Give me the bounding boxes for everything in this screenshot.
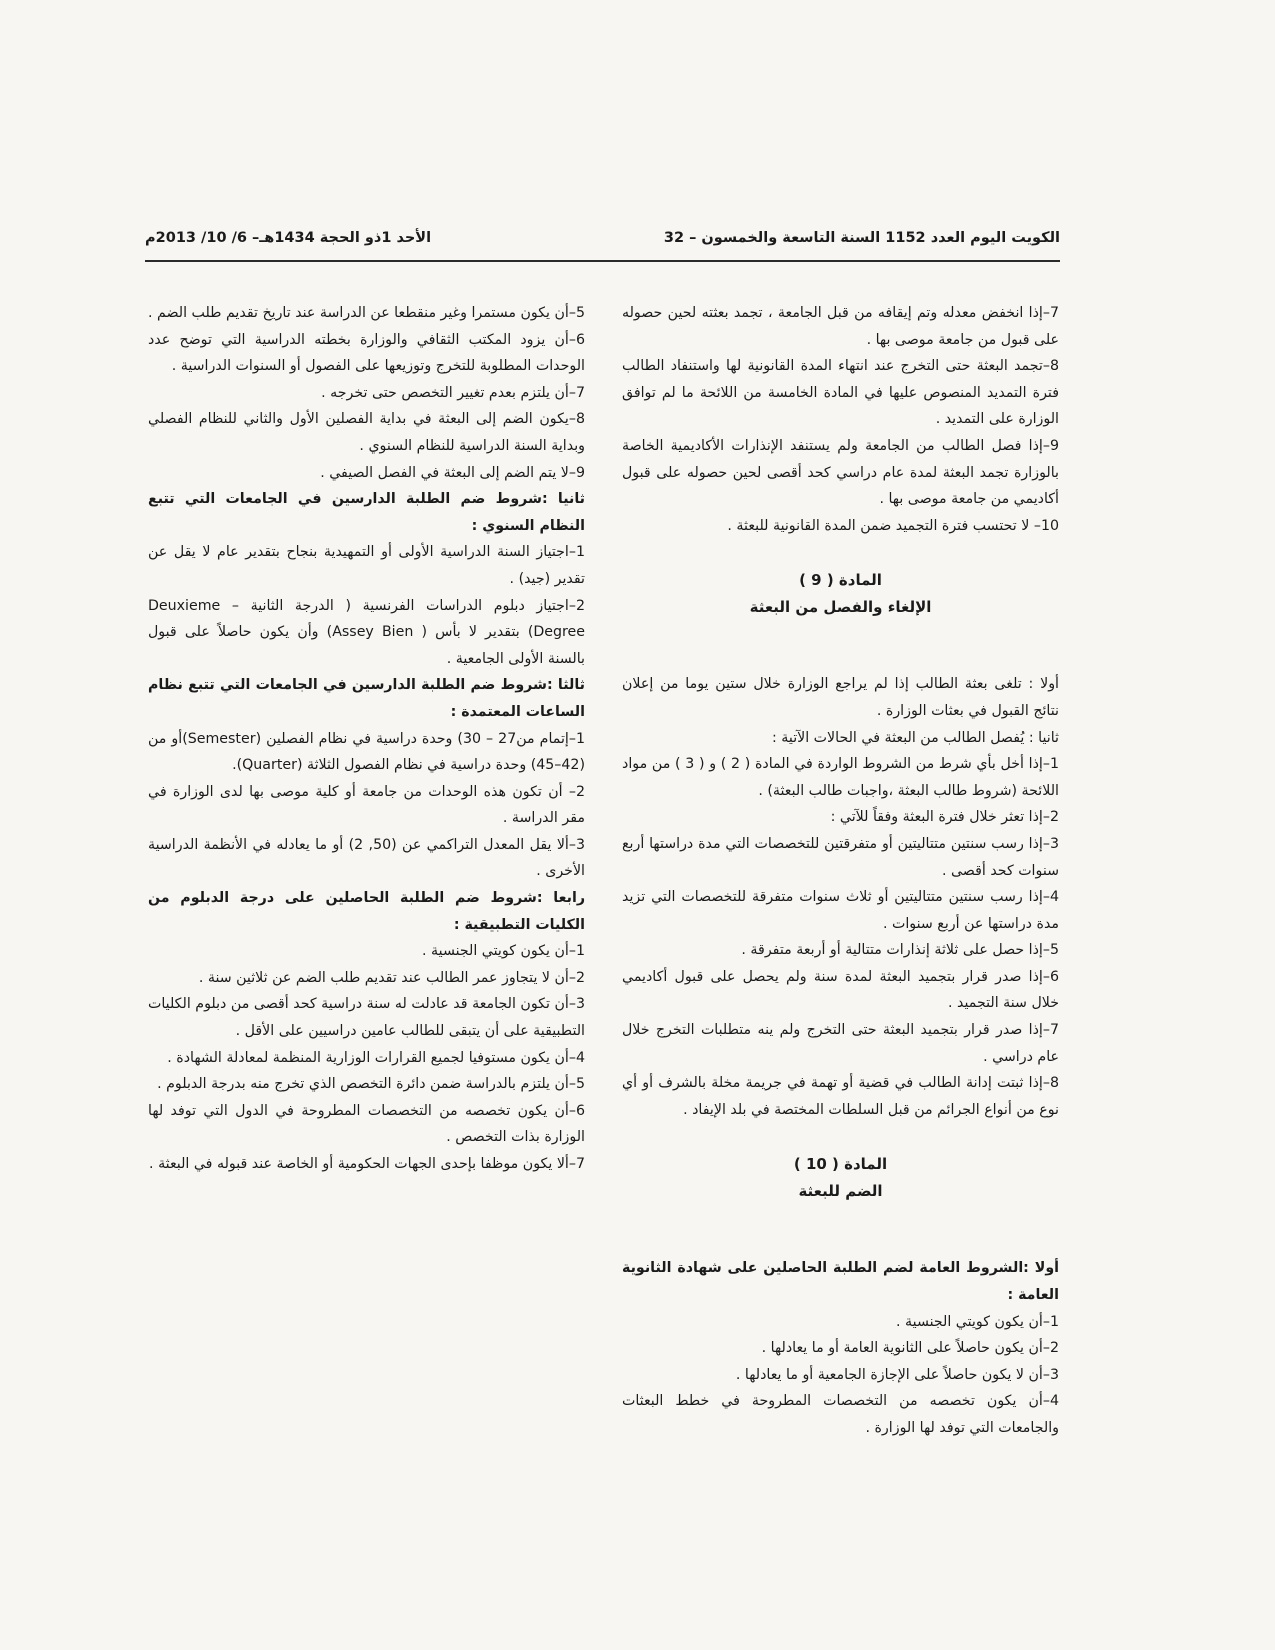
left-column [148,300,585,1178]
list-item: 6–إذا صدر قرار بتجميد البعثة لمدة سنة ولم يحصل على قبول أكاديمي خلال سنة التجميد . [622,968,1059,1012]
article-9-second: ثانيا : يُفصل الطالب من البعثة في الحالات الآتية : [772,729,1059,746]
list-item: 9–إذا فصل الطالب من الجامعة ولم يستنفد الإنذارات الأكاديمية الخاصة بالوزارة تجمد البعثة لمدة عام دراسي كحد أقصى لحين حصوله على قبول أكاديمي من جامعة موصى بها . [622,437,1059,508]
list-item: 4–أن يكون مستوفيا لجميع القرارات الوزارية المنظمة لمعادلة الشهادة . [167,1049,585,1066]
list-item: 2–أن يكون حاصلاً على الثانوية العامة أو ما يعادلها . [761,1340,1059,1357]
article-10-section-head: أولا :الشروط العامة لضم الطلبة الحاصلين على شهادة الثانوية العامة : [622,1260,1059,1304]
section-4-head: رابعا :شروط ضم الطلبة الحاصلين على درجة الدبلوم من الكليات التطبيقية : [148,890,585,933]
page-header [145,230,1060,256]
spacer [622,621,1059,671]
list-item: 5–إذا حصل على ثلاثة إنذارات متتالية أو أربعة متفرقة . [741,942,1059,959]
right-column [622,300,1059,1442]
article-9-number: المادة ( 9 ) [799,571,882,590]
spacer [622,1205,1059,1255]
article-10-title: الضم للبعثة [798,1182,883,1201]
article-9-first: أولا : تلغى بعثة الطالب إذا لم يراجع الوزارة خلال ستين يوما من إعلان نتائج القبول في بعثات الوزارة . [622,676,1059,719]
list-item: 2–إذا تعثر خلال فترة البعثة وفقاً للآتي : [830,809,1059,826]
header-rule [145,260,1060,262]
list-item: 7–إذا انخفض معدله وتم إيقافه من قبل الجامعة ، تجمد بعثته لحين حصوله على قبول من جامعة موصى بها . [622,305,1059,348]
article-9-title: الإلغاء والفصل من البعثة [749,598,932,617]
spacer [622,1123,1059,1151]
list-item: 1–إتمام من27 – 30) وحدة دراسية في نظام الفصلين (Semester)أو من (42–45) وحدة دراسية في نظام الفصول الثلاثة (Quarter). [148,730,585,774]
list-item: 6–أن يزود المكتب الثقافي والوزارة بخطته الدراسية التي توضح عدد الوحدات المطلوبة للتخرج وتوزيعها على الفصول أو السنوات الدراسية . [148,331,585,375]
list-item: 9–لا يتم الضم إلى البعثة في الفصل الصيفي . [320,464,585,481]
list-item: 3–أن تكون الجامعة قد عادلت له سنة دراسية كحد أقصى من دبلوم الكليات التطبيقية على أن يتبقى للطالب عامين دراسيين على الأقل . [148,996,585,1040]
list-item: 7–أن يلتزم بعدم تغيير التخصص حتى تخرجه . [321,384,585,401]
header-issue-info: الكويت اليوم العدد 1152 السنة التاسعة والخمسون – 32 [663,230,1060,246]
list-item: 1–أن يكون كويتي الجنسية . [896,1313,1059,1330]
list-item: 8–تجمد البعثة حتى التخرج عند انتهاء المدة القانونية لها واستنفاد الطالب فترة التمديد المنصوص عليها في المادة الخامسة من اللائحة ما لم توافق الوزارة على التمديد . [622,358,1059,428]
list-item: 4–أن يكون تخصصه من التخصصات المطروحة في خطط البعثات والجامعات التي توفد لها الوزارة . [622,1393,1059,1436]
list-item: 3–ألا يقل المعدل التراكمي عن (50, 2) أو ما يعادله في الأنظمة الدراسية الأخرى . [148,836,585,880]
list-item: 3–إذا رسب سنتين متتاليتين أو متفرقتين للتخصصات التي مدة دراستها أربع سنوات كحد أقصى . [622,835,1059,879]
list-item: 7–إذا صدر قرار بتجميد البعثة حتى التخرج ولم ينه متطلبات التخرج خلال عام دراسي . [622,1022,1059,1065]
list-item: 8–يكون الضم إلى البعثة في بداية الفصلين الأول والثاني للنظام الفصلي وبداية السنة الدراسية للنظام السنوي . [148,411,585,454]
list-item: 2– أن تكون هذه الوحدات من جامعة أو كلية موصى بها لدى الوزارة في مقر الدراسة . [148,783,585,827]
article-10-number: المادة ( 10 ) [793,1155,888,1174]
list-item: 2–أن لا يتجاوز عمر الطالب عند تقديم طلب الضم عن ثلاثين سنة . [198,969,585,986]
list-item: 1–إذا أخل بأي شرط من الشروط الواردة في المادة ( 2 ) و ( 3 ) من مواد اللائحة (شروط طالب البعثة ،واجبات طالب البعثة) . [622,756,1059,799]
list-item: 4–إذا رسب سنتين متتاليتين أو ثلاث سنوات متفرقة للتخصصات التي تزيد مدة دراستها عن أربع سنوات . [622,889,1059,932]
section-2-head: ثانيا :شروط ضم الطلبة الدارسين في الجامعات التي تتبع النظام السنوي : [148,491,585,534]
list-item: 2–اجتياز دبلوم الدراسات الفرنسية ( الدرجة الثانية – Deuxieme Degree) بتقدير لا بأس ( Assey Bien) وأن يكون حاصلاً على قبول بالسنة الأولى الجامعية . [148,597,585,667]
list-item: 6–أن يكون تخصصه من التخصصات المطروحة في الدول التي توفد لها الوزارة بذات التخصص . [148,1102,585,1146]
list-item: 5–أن يلتزم بالدراسة ضمن دائرة التخصص الذي تخرج منه بدرجة الدبلوم . [157,1076,585,1093]
list-item: 8–إذا ثبتت إدانة الطالب في قضية أو تهمة في جريمة مخلة بالشرف أو أي نوع من أنواع الجرائم من قبل السلطات المختصة في بلد الإيفاد . [622,1075,1059,1118]
list-item: 3–أن لا يكون حاصلاً على الإجازة الجامعية أو ما يعادلها . [735,1366,1059,1383]
list-item: 7–ألا يكون موظفا بإحدى الجهات الحكومية أو الخاصة عند قبوله في البعثة . [149,1156,585,1172]
section-3-head: ثالثا :شروط ضم الطلبة الدارسين في الجامعات التي تتبع نظام الساعات المعتمدة : [148,677,585,720]
spacer [622,539,1059,567]
list-item: 1–أن يكون كويتي الجنسية . [422,943,585,960]
list-item: 5–أن يكون مستمرا وغير منقطعا عن الدراسة عند تاريخ تقديم طلب الضم . [148,305,585,321]
header-date: الأحد 1ذو الحجة 1434هـ– 6/ 10/ 2013م [145,230,432,246]
list-item: 10– لا تحتسب فترة التجميد ضمن المدة القانونية للبعثة . [727,517,1059,534]
list-item: 1–اجتياز السنة الدراسية الأولى أو التمهيدية بنجاح بتقدير عام لا يقل عن تقدير (جيد) . [148,544,585,587]
